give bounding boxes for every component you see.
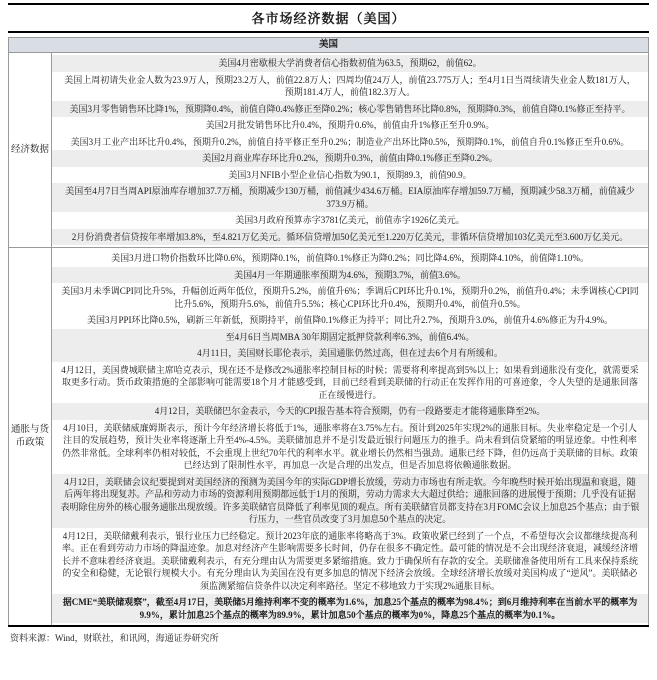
table-row: 4月11日，美国财长耶伦表示，美国通胀仍然过高，但在过去6个月有所缓和。 <box>52 345 648 362</box>
table-row: 美国2月商业库存环比升0.2%，预期升0.3%，前值由降0.1%修正至降0.2%。 <box>52 150 648 167</box>
table-section <box>9 53 648 247</box>
source-note: 资料来源：Wind，财联社，和讯网，海通证券研究所 <box>10 633 219 643</box>
economic-data-table <box>8 37 649 625</box>
section-rows <box>52 53 648 247</box>
table-row: 美国至4月7日当周API原油库存增加37.7万桶，预期减少130万桶，前值减少434.6万桶。EIA原油库存增加59.7万桶，预期减少58.3万桶，前值减少373.9万桶。 <box>52 183 648 212</box>
title-divider <box>8 31 649 33</box>
section-label: 经济数据 <box>9 53 52 247</box>
country-header: 美国 <box>9 38 648 53</box>
table-row: 2月份消费者信贷按年率增加3.8%，至4.821万亿美元。循环信贷增加50亿美元至1.220万亿美元，非循环信贷增加103亿美元至3.600万亿美元。 <box>52 229 648 246</box>
table-row: 美国3月未季调CPI同比升5%，升幅创近两年低位，预期升5.2%，前值升6%；季调后CPI环比升0.1%，预期升0.2%，前值升0.4%；未季调核心CPI同比升5.6%，预期升5.6%，前值升5.5%；核心CPI环比升0.4%，预期升0.4%，前值升0.5%。 <box>61 286 639 309</box>
section-rows <box>52 248 648 625</box>
table-row: 4月12日，美联储戴利表示，银行业压力已经稳定。预计2023年底的通胀率将略高于3%。政策收紧已经到了一个点，不希望每次会议都继续提高利率。正在看到劳动力市场的降温迹象。加息对经济产生影响需要多长时间，仍存在很多不确定性。最可能的情况是不会出现经济衰退，减缓经济增长并不意味着经济衰退。美联储戴利表示，有充分理由认为需要更多紧缩措施。致力于确保所有存款的安全。美联储准备使用所有工具来保持系统的安全和稳健，无论银行规模大小。有充分理由认为美国在没有更多加息的情况下经济会放缓。全球经济增长放缓对美国构成了“逆风”。美联储必须监测紧缩信贷条件以决定利率路径。坚定不移地致力于实现2%通胀目标。 <box>61 530 638 591</box>
page-title: 各市场经济数据（美国） <box>251 11 406 26</box>
table-sections <box>9 53 648 625</box>
table-row: 美国3月政府预算赤字3781亿美元，前值赤字1926亿美元。 <box>235 215 465 225</box>
table-row: 美国4月密歇根大学消费者信心指数初值为63.5，预期62，前值62。 <box>52 55 648 72</box>
table-row: 据CME“美联储观察”，截至4月17日，美联储5月维持利率不变的概率为1.6%，加息25个基点的概率为98.4%；到6月维持利率在当前水平的概率为9.9%，累计加息25个基点的概率为89.9%，累计加息50个基点的概率为0%，降息25个基点的概率为0.1%。 <box>52 594 648 623</box>
table-row: 美国3月NFIB小型企业信心指数为90.1，预期89.3，前值90.9。 <box>228 169 472 180</box>
table-row: 4月12日，美联储巴尔金表示，今天的CPI报告基本符合预期，仍有一段路要走才能将通胀降至2%。 <box>52 403 648 420</box>
table-row: 美国上周初请失业金人数为23.9万人，预期23.2万人，前值22.8万人；四周均值24万人，前值23.775万人；至4月1日当周续请失业金人数181万人，预期181.4万人，前值182.3万人。 <box>64 74 636 97</box>
table-row: 4月12日，美国费城联储主席哈克表示，现在还不是修改2%通胀率控制目标的时候；需要将利率提高到5%以上；如果看到通胀没有变化，就需要采取更多行动。货币政策措施的全部影响可能需要18个月才能感受到，目前已经看到美联储的行动正在发挥作用的可喜迹象，令人失望的是通胀回落正在缓慢进行。 <box>61 364 639 400</box>
table-row: 美国3月PPI环比降0.5%，刷新三年新低，预期持平，前值降0.1%修正为持平；同比升2.7%，预期升3.0%，前值升4.6%修正为升4.9%。 <box>87 315 613 325</box>
table-row: 美国4月一年期通胀率预期为4.6%，预期3.7%，前值3.6%。 <box>52 267 648 284</box>
section-label: 通胀与货币政策 <box>9 248 52 625</box>
table-section <box>9 247 648 625</box>
table-row: 4月10日，美联储威廉姆斯表示，预计今年经济增长将低于1%，通胀率将在3.75%左右。预计到2025年实现2%的通胀目标。失业率稳定是一个引人注目的发展趋势，预计失业率将逐渐上升至4%-4.5%。美联储加息并不是引发最近银行问题压力的推手。尚未看到信贷紧缩的明显迹象。中性利率仍然非常低。全球利率仍相对较低，不会重现上世纪70年代的利率水平。就业增长仍然相当强劲。通胀已经下降，但仍远高于美联储的目标。政策已经达到了限制性水平，再加息一次是合理的出发点，但是否加息将依赖通胀数据。 <box>61 422 638 470</box>
table-row: 美国3月零售销售环比降1%，预期降0.4%，前值自降0.4%修正至降0.2%；核心零售销售环比降0.8%，预期降0.3%，前值自降0.1%修正至持平。 <box>52 101 648 118</box>
table-row: 至4月6日当周MBA 30年期固定抵押贷款利率6.3%，前值6.4%。 <box>52 329 648 346</box>
table-row: 4月12日，美联储会议纪要提到对美国经济的预测为美国今年的实际GDP增长放缓，劳动力市场也有所走软。今年晚些时候开始出现温和衰退，随后两年将出现复苏。产品和劳动力市场的资源利用预期都远低于1月的预期，劳动力需求大大超过供给；通胀回落的进展慢于预期；几乎没有证据表明除住房外的核心服务通胀出现放缓。许多美联储官员降低了利率见顶的观点。所有美联储官员都支持在3月FOMC会议上加息25个基点；由于银行压力，一些官员改变了3月加息50个基点的决定。 <box>52 474 648 528</box>
table-row: 美国3月工业产出环比升0.4%，预期升0.2%，前值自持平修正至升0.2%；制造业产出环比降0.5%，预期降0.1%，前值自升0.1%修正至升0.6%。 <box>70 136 630 147</box>
table-row: 美国2月批发销售环比升0.4%，预期升0.6%，前值由升1%修正至升0.9%。 <box>205 120 495 130</box>
table-row: 美国3月进口物价指数环比降0.6%，预期降0.1%，前值降0.1%修正为降0.2%；同比降4.6%，预期降4.10%，前值降1.10%。 <box>111 253 589 263</box>
